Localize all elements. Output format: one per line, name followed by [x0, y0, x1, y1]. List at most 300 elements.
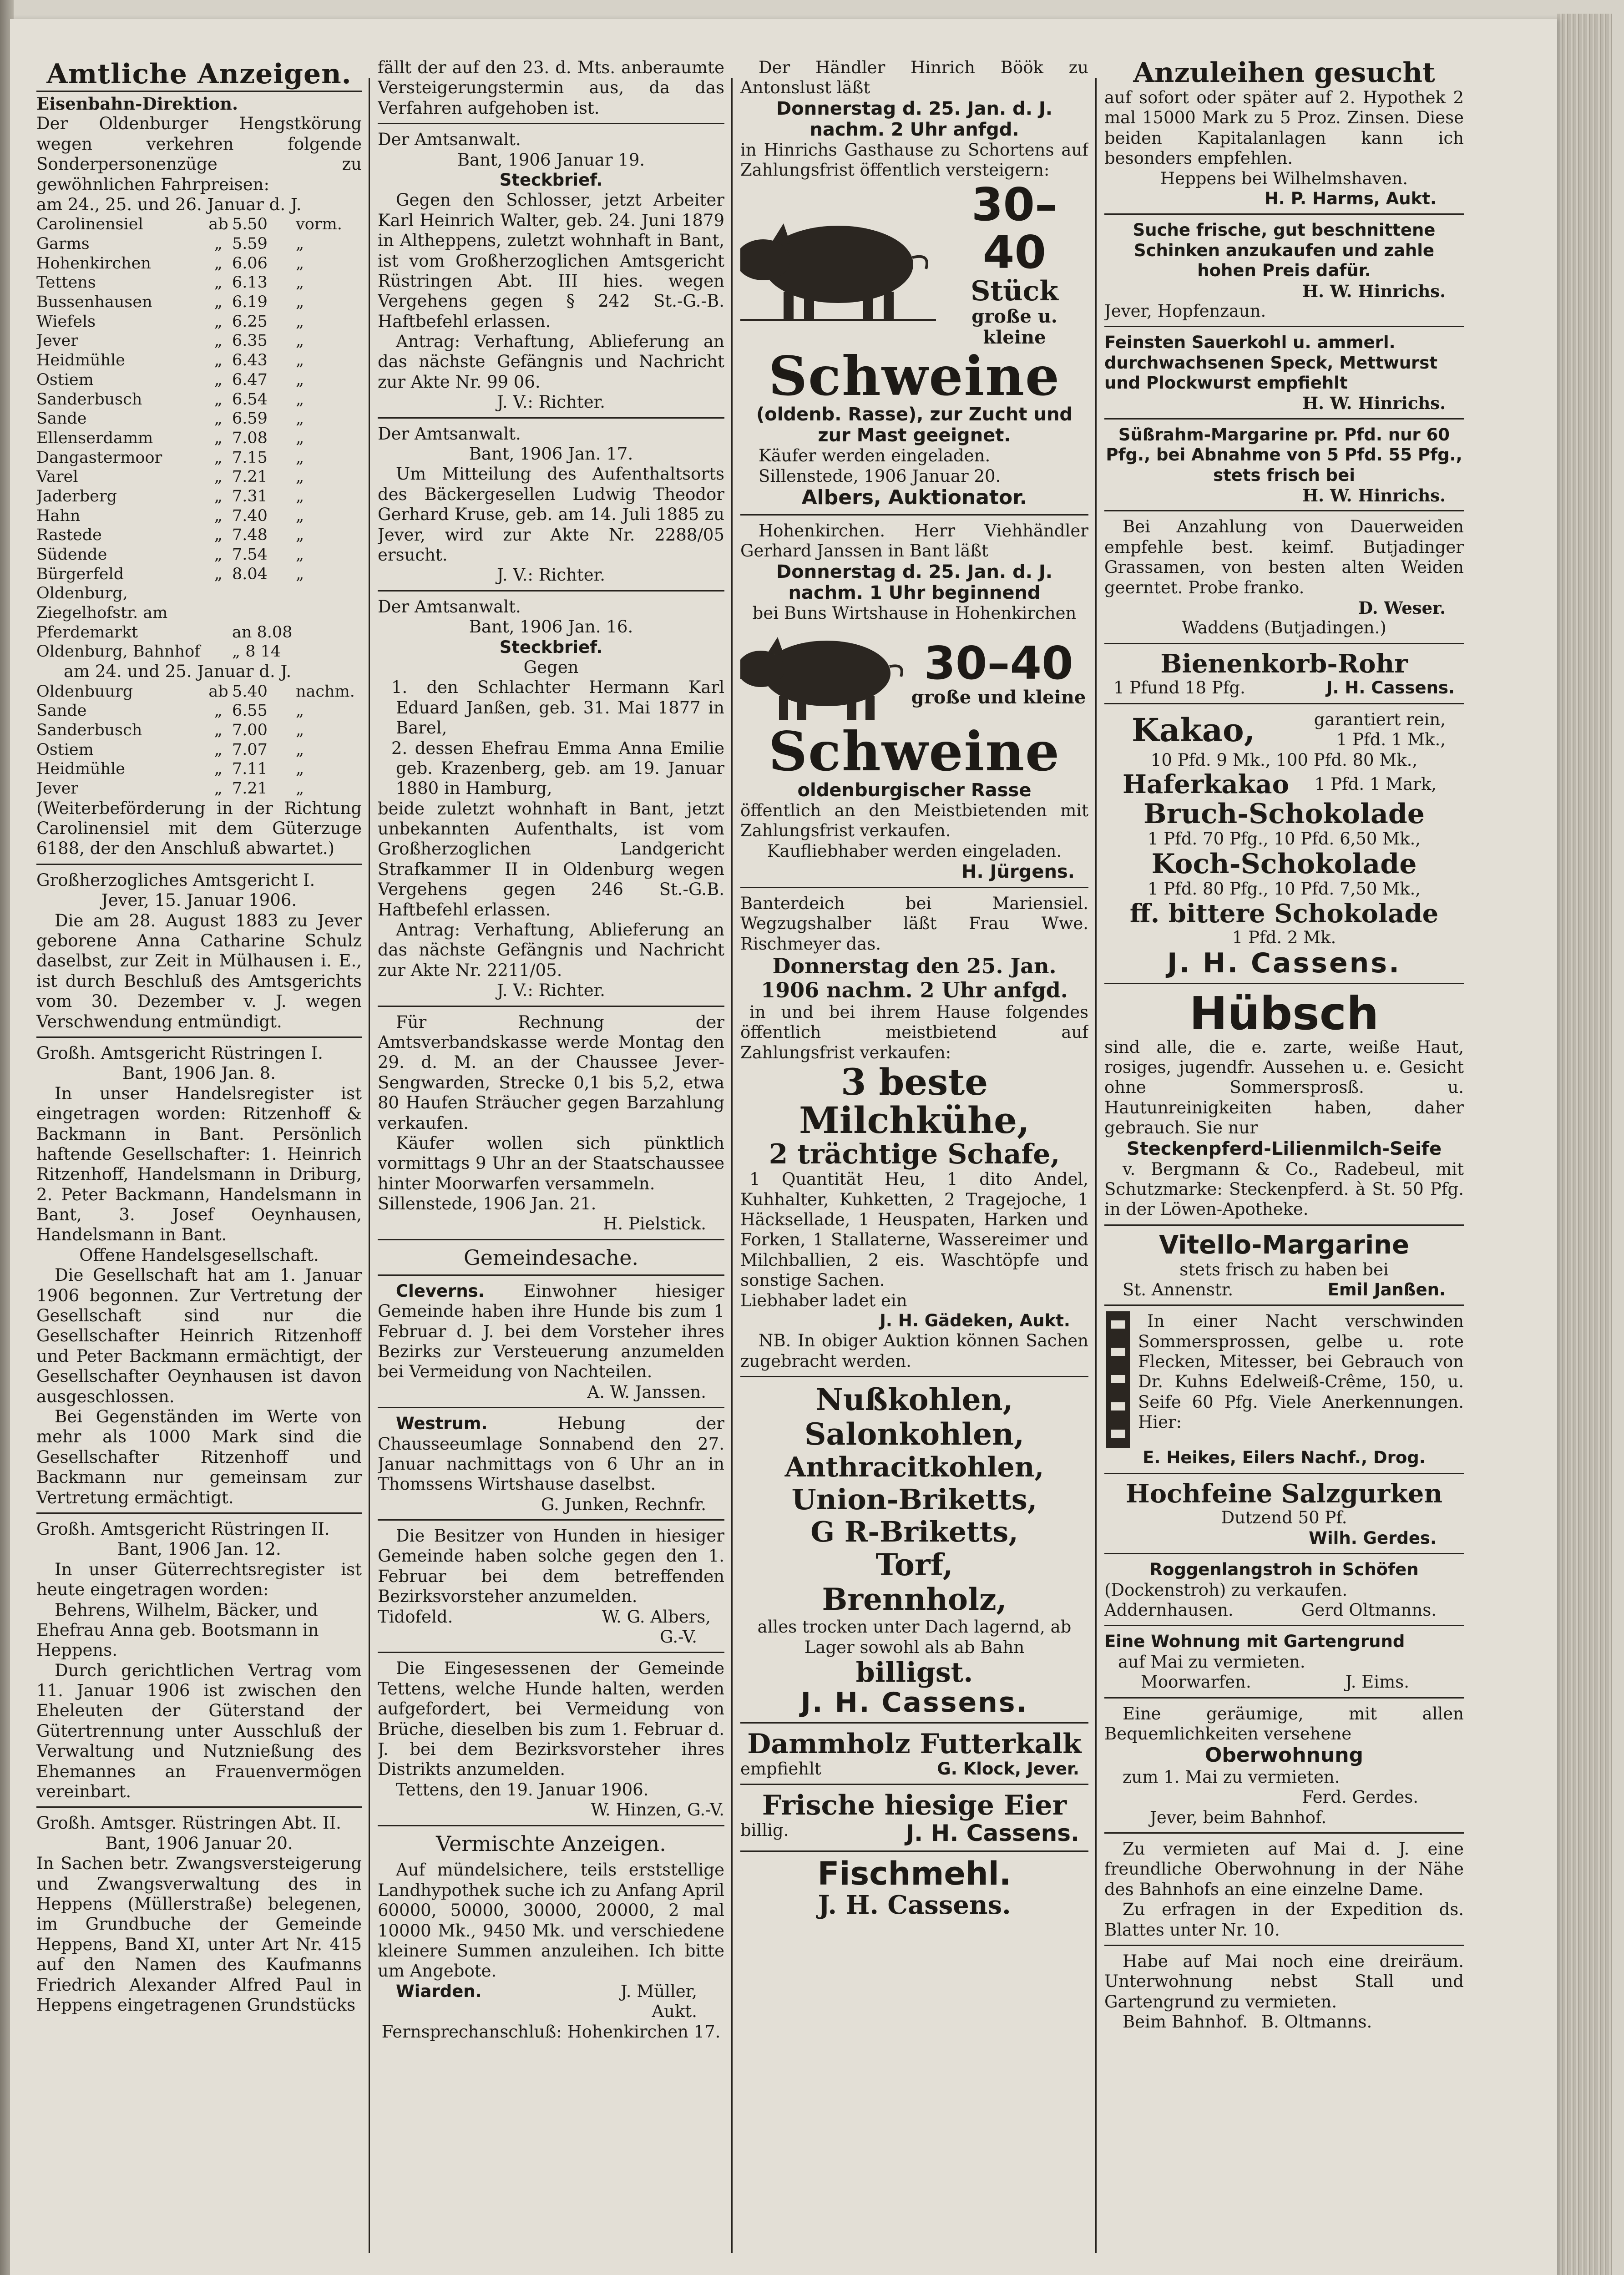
notice-signature: J. V.: Richter. — [496, 981, 606, 1001]
column-4 — [1104, 58, 1464, 2275]
ad-unit: Stück — [971, 275, 1058, 307]
ad-text: oldenburgischer Rasse — [797, 779, 1032, 801]
timetable-note: „ — [296, 332, 304, 350]
timetable-mark: „ — [214, 702, 223, 720]
timetable-station: Jaderberg — [36, 487, 117, 506]
ad-text: 1 Pfd. 1 Mark, — [1314, 774, 1437, 794]
ad-text: auf Mai zu vermieten. — [1118, 1652, 1305, 1672]
timetable-note: „ — [296, 526, 304, 545]
page-edge — [1557, 14, 1612, 2275]
ad-signature: Gerd Oltmanns. — [1301, 1600, 1437, 1620]
notice-heading: Großh. Amtsgericht Rüstringen II. — [36, 1519, 330, 1539]
timetable-mark: ab — [208, 682, 228, 701]
timetable-time: 6.06 — [232, 254, 268, 273]
ad-signature: H. W. Hinrichs. — [1302, 281, 1446, 301]
ad-headline: Schweine — [768, 344, 1061, 408]
ad-text: Bei Anzahlung von Dauerweiden empfehle best. keimf. Butjadinger Grassamen, von besten alten Weiden geerntet. Probe franko. — [1104, 517, 1464, 597]
notice-warrant-janssen — [378, 590, 724, 1006]
ad-text: v. Bergmann & Co., Radebeul, mit Schutzmarke: Steckenpferd. à St. 50 Pfg. in der Löwen-Apotheke. — [1104, 1159, 1464, 1219]
ad-text: NB. In obiger Auktion können Sachen zugebracht werden. — [740, 1331, 1088, 1371]
timetable-note: „ — [296, 351, 304, 370]
notice-text: Einwohner hiesiger Gemeinde haben ihre Hunde bis zum 1 Februar d. J. bei dem Vorsteher ihres Bezirks zur Versteuerung anzumelden bei Vermeidung von Nachteilen. — [378, 1281, 724, 1382]
section-title: Amtliche Anzeigen. — [46, 58, 352, 90]
ad-text: Zu vermieten auf Mai d. J. eine freundliche Oberwohnung in der Nähe des Bahnhofs an eine einzelne Dame. — [1104, 1839, 1464, 1899]
ad-signature: H. W. Hinrichs. — [1302, 393, 1446, 414]
ad-headline: ff. bittere Schokolade — [1129, 898, 1439, 929]
timetable-time: 8.04 — [232, 565, 268, 583]
ad-headline: Anthracitkohlen, — [784, 1451, 1044, 1483]
timetable — [36, 682, 362, 799]
timetable-station: Sanderbusch — [36, 721, 142, 739]
timetable-station: Bussenhausen — [36, 293, 152, 312]
ad-cow-auction — [740, 887, 1088, 1376]
ad-flat-garden — [1104, 1625, 1464, 1697]
timetable-note: „ — [296, 390, 304, 409]
timetable-note: „ — [296, 429, 304, 447]
notice-signature: G. Junken, Rechnfr. — [541, 1494, 706, 1514]
timetable-time: 7.21 — [232, 468, 268, 486]
ad-signature: G. Klock, Jever. — [937, 1759, 1079, 1779]
ad-signature: J. Eims. — [1345, 1672, 1409, 1692]
ad-headline: Roggenlangstroh in Schöfen — [1149, 1560, 1419, 1580]
schedule-date: am 24. und 25. Januar d. J. — [64, 662, 292, 682]
notice-brush-sale — [378, 1006, 724, 1239]
ad-text: Der Händler Hinrich Böök zu Antonslust läßt — [740, 58, 1088, 98]
notice-continued — [378, 58, 724, 123]
notice-date: Bant, 1906 Januar 20. — [105, 1833, 293, 1853]
section-heading-vermischte — [378, 1825, 724, 1860]
notice-text: Durch gerichtlichen Vertrag vom 11. Januar 1906 ist zwischen den Eheleuten der Güterstand der Gütertrennung unter Ausschluß der Verwaltung und Nutznießung des Ehemannes an Frauenvermögen vereinbart. — [36, 1660, 362, 1802]
notice-signature: H. Pielstick. — [603, 1214, 706, 1234]
notice-place: Wiarden. — [396, 1981, 482, 2001]
timetable-time: 5.59 — [232, 235, 268, 253]
ad-headline: Torf, — [875, 1547, 953, 1583]
timetable-mark: „ — [214, 390, 223, 409]
ad-lower-flat — [1104, 1945, 1464, 2037]
timetable-time: 6.55 — [232, 702, 268, 720]
ad-headline: Nußkohlen, — [815, 1382, 1013, 1418]
notice-text: Um Mitteilung des Aufenthaltsorts des Bäckergesellen Ludwig Theodor Gerhard Kruse, geb. am 14. Juli 1885 zu Jever, wird zur Akte Nr. 2288/05 ersucht. — [378, 464, 724, 565]
ad-headline: Haferkakao — [1123, 769, 1289, 800]
ad-text: stets frisch zu haben bei — [1179, 1259, 1389, 1279]
ad-signature: Ferd. Gerdes. — [1302, 1787, 1418, 1807]
ad-pig-row — [740, 623, 1088, 723]
timetable-station: Oldenbuurg — [36, 682, 133, 701]
timetable — [36, 215, 362, 584]
notice-date: Bant, 1906 Jan. 17. — [469, 444, 633, 464]
timetable-mark: „ — [214, 410, 223, 428]
timetable-station: Heidmühle — [36, 760, 126, 779]
ad-pig-auction-1 — [740, 58, 1088, 514]
timetable-mark: „ — [214, 429, 223, 447]
timetable-station: Jever — [36, 332, 78, 350]
ad-brand: Steckenpferd-Lilienmilch-Seife — [1126, 1138, 1442, 1159]
ad-text: sind alle, die e. zarte, weiße Haut, rosiges, jugendfr. Aussehen u. e. Gesicht ohne Sommersprosß. u. Hautunreinigkeiten haben, daher gebrauch. Sie nur — [1104, 1037, 1464, 1138]
timetable-mark: „ — [214, 312, 223, 331]
timetable-time: 7.31 — [232, 487, 268, 506]
notice-signature: J. Müller, — [620, 1981, 697, 2001]
notice-text: Für Rechnung der Amtsverbandskasse werde Montag den 29. d. M. an der Chaussee Jever-Sengwarden, Strecke 0,1 bis 5,2, etwa 80 Haufen Sträucher gegen Barzahlung verkaufen. — [378, 1012, 724, 1133]
timetable-station: Dangastermoor — [36, 448, 162, 467]
notice-court-ruestringen-1 — [36, 1036, 362, 1512]
ad-text: öffentlich an den Meistbietenden mit Zahlungsfrist verkaufen. — [740, 800, 1088, 841]
ad-text: auf sofort oder später auf 2. Hypothek 2 mal 15000 Mark zu 5 Proz. Zinsen. Diese beiden Kapitalanlagen kann ich besonders empfehlen. — [1104, 88, 1464, 168]
notice-text: Die Eingesessenen der Gemeinde Tettens, welche Hunde halten, werden aufgefordert, bei Vermeidung von Brüche, dieselben bis zum 1. Februar d. J. bei dem Bezirksvorsteher ihres Distrikts anzumelden. — [378, 1658, 724, 1780]
timetable-time: 5.40 — [232, 682, 268, 701]
ad-text: billig. — [740, 1820, 789, 1840]
ad-headline: Oberwohnung — [1204, 1744, 1364, 1767]
station-name: Oldenburg, Bahnhof — [36, 642, 201, 661]
ad-headline: Eine Wohnung mit Gartengrund — [1104, 1632, 1405, 1652]
notice-text: Behrens, Wilhelm, Bäcker, und Ehefrau Anna geb. Bootsmann in Heppens. — [36, 1600, 319, 1660]
timetable-time: 7.00 — [232, 721, 268, 739]
notice-date: Bant, 1906 Jan. 16. — [469, 617, 633, 637]
ad-date: Donnerstag d. 25. Jan. d. J. nachm. 1 Uhr beginnend — [776, 561, 1052, 603]
notice-railway — [36, 91, 362, 864]
ad-place: Beim Bahnhof. — [1123, 2012, 1248, 2032]
ad-text: alles trocken unter Dach lagernd, ab Lager sowohl als ab Bahn — [757, 1617, 1072, 1657]
ad-soap — [1104, 983, 1464, 1224]
timetable-station: Carolinensiel — [36, 215, 143, 234]
ad-text: Dutzend 50 Pf. — [1221, 1508, 1347, 1528]
timetable-time: 5.50 — [232, 215, 268, 234]
timetable-mark: „ — [214, 351, 223, 370]
timetable-note: „ — [296, 487, 304, 506]
ad-text: bei Buns Wirtshause in Hohenkirchen — [752, 603, 1077, 623]
notice-signature: W. Hinzen, G.-V. — [591, 1800, 724, 1820]
ad-ham-wanted — [1104, 213, 1464, 326]
timetable-station: Bürgerfeld — [36, 565, 124, 583]
notice-text: Antrag: Verhaftung, Ablieferung an das nächste Gefängnis und Nachricht zur Akte Nr. 99 06. — [378, 332, 724, 392]
notice-warrant-walter — [378, 123, 724, 417]
ad-place: Jever, beim Bahnhof. — [1150, 1807, 1327, 1827]
timetable-time: 7.15 — [232, 448, 268, 467]
notice-text: Käufer wollen sich pünktlich vormittags 9 Uhr an der Staatschaussee hinter Moorwarfen versammeln. — [378, 1133, 724, 1193]
ad-signature: H. P. Harms, Aukt. — [1264, 188, 1437, 208]
notice-text: 1. den Schlachter Hermann Karl Eduard Janßen, geb. 31. Mai 1877 in Barel, — [391, 677, 724, 738]
ad-text: Suche frische, gut beschnittene Schinken anzukaufen und zahle hohen Preis dafür. — [1133, 220, 1436, 281]
ad-headline: Anzuleihen gesucht — [1133, 58, 1435, 89]
notice-heading: Eisenbahn-Direktion. — [36, 94, 238, 114]
ad-text: 1 Pfd. 70 Pfg., 10 Pfd. 6,50 Mk., — [1147, 829, 1421, 849]
section-title: Gemeindesache. — [463, 1245, 639, 1270]
column-1 — [36, 58, 362, 2275]
notice-heading: Der Amtsanwalt. — [378, 597, 521, 617]
ad-straw — [1104, 1553, 1464, 1625]
ad-signature: J. H. Cassens. — [1167, 947, 1401, 979]
column-rule — [731, 78, 733, 2253]
timetable-note: „ — [296, 468, 304, 486]
ad-fishmeal — [740, 1850, 1088, 1924]
ad-size: große und kleine — [911, 686, 1086, 708]
ad-text: Kaufliebhaber werden eingeladen. — [767, 841, 1062, 861]
notice-text: Die am 28. August 1883 zu Jever geborene Anna Catharine Schulz daselbst, zur Zeit in Mülhausen i. E., ist durch Beschluß des Amtsgerichts vom 30. Dezember v. J. wegen Verschwendung entmündigt. — [36, 910, 362, 1031]
station-name: Oldenburg, Ziegelhofstr. am Pferdemarkt — [36, 584, 168, 642]
ad-signature: H. Jürgens. — [961, 861, 1075, 883]
ad-text: 1 Quantität Heu, 1 dito Andel, Kuhhalter, Kuhketten, 2 Tragejoche, 1 Häcksellade, 1 Heuspaten, Harken und Forken, 1 Stallaterne, Wassereimer und Milchballien, 2 eis. Waschtöpfe und sonstige Sachen. — [740, 1169, 1088, 1290]
ad-loan-wanted — [1104, 58, 1464, 213]
ad-text: empfiehlt — [740, 1759, 821, 1779]
notice-phone: Fernsprechanschluß: Hohenkirchen 17. — [381, 2022, 721, 2042]
notice-date: Bant, 1906 Jan. 8. — [122, 1063, 276, 1083]
timetable-station: Rastede — [36, 526, 102, 545]
ad-text: (Dockenstroh) zu verkaufen. — [1104, 1580, 1348, 1600]
arrival-time: an 8.08 — [232, 623, 293, 642]
timetable-note: „ — [296, 565, 304, 583]
ad-cocoa — [1104, 703, 1464, 983]
notice-footnote: (Weiterbeförderung in der Richtung Carolinensiel mit dem Güterzuge 6188, der den Anschluß abwartet.) — [36, 798, 362, 859]
ad-place: Addernhausen. — [1104, 1600, 1234, 1620]
timetable-mark: „ — [214, 721, 223, 739]
ad-text: Käufer werden eingeladen. — [759, 446, 991, 466]
timetable-station: Hohenkirchen — [36, 254, 151, 273]
ad-signature: J. H. Cassens. — [800, 1687, 1028, 1719]
timetable-station: Ostiem — [36, 740, 94, 759]
arrival-time: „ 8 14 — [232, 642, 281, 661]
ad-place: Moorwarfen. — [1141, 1672, 1251, 1692]
timetable-station: Wiefels — [36, 312, 96, 331]
timetable-note: „ — [296, 721, 304, 739]
notice-signature: J. V.: Richter. — [496, 565, 606, 585]
timetable-mark: „ — [214, 506, 223, 525]
timetable-note: „ — [296, 410, 304, 428]
timetable-mark: „ — [214, 254, 223, 273]
timetable-arrival — [36, 584, 362, 662]
notice-date: Bant, 1906 Januar 19. — [457, 150, 645, 170]
notice-text: Auf mündelsichere, teils erststellige Landhypothek suche ich zu Anfang April 60000, 50000, 30000, 20000, 2 mal 10000 Mk., 9450 Mk. und verschiedene kleinere Summen anzuleihen. Ich bitte um Angebote. — [378, 1860, 724, 1981]
timetable-note: „ — [296, 546, 304, 564]
timetable-time: 6.25 — [232, 312, 268, 331]
ad-place: Jever, Hopfenzaun. — [1104, 301, 1266, 321]
notice-heading: Großherzogliches Amtsgericht I. — [36, 870, 315, 890]
ad-text: 10 Pfd. 9 Mk., 100 Pfd. 80 Mk., — [1150, 750, 1418, 770]
ad-signature: Wilh. Gerdes. — [1309, 1528, 1437, 1548]
timetable-station: Heidmühle — [36, 351, 126, 370]
ad-headline: G R-Briketts, — [810, 1515, 1018, 1549]
ad-text: 1 Pfund 18 Pfg. — [1113, 678, 1245, 698]
notice-text — [378, 1414, 724, 1495]
timetable-mark: „ — [214, 760, 223, 779]
notice-cleverns — [378, 1274, 724, 1407]
pig-illustration — [740, 623, 904, 723]
timetable-note: „ — [296, 740, 304, 759]
timetable-time: 6.47 — [232, 370, 268, 389]
notice-court-ruestringen-2 — [36, 1512, 362, 1806]
notice-signature: A. W. Janssen. — [587, 1382, 706, 1402]
ad-text: Hohenkirchen. Herr Viehhändler Gerhard Janssen in Bant läßt — [740, 521, 1088, 561]
ad-headline: Fischmehl. — [817, 1855, 1012, 1893]
ad-headline: Bruch-Schokolade — [1143, 798, 1425, 830]
notice-text: In Sachen betr. Zwangsversteigerung und Zwangsverwaltung des in Heppens (Müllerstraße) belegenen, im Grundbuche der Gemeinde Heppens, Band XI, unter Art Nr. 415 auf den Namen des Kaufmanns Friedrich Alexander Alfred Paul in Heppens eingetragenen Grundstücks — [36, 1854, 362, 2015]
notice-court-jever — [36, 864, 362, 1036]
notice-dogs-tidofeld — [378, 1519, 724, 1652]
ad-text: 1 Pfd. 1 Mk., — [1336, 730, 1446, 750]
notice-westrum — [378, 1407, 724, 1519]
timetable-mark: „ — [214, 487, 223, 506]
ad-text: Eine geräumige, mit allen Bequemlichkeiten versehene — [1104, 1704, 1464, 1744]
timetable-note: „ — [296, 370, 304, 389]
ad-eggs — [740, 1784, 1088, 1850]
ad-date: Sillenstede, 1906 Januar 20. — [759, 466, 1001, 486]
ad-date: Donnerstag d. 25. Jan. d. J. nachm. 2 Uhr anfgd. — [776, 98, 1052, 140]
notice-court-ruestringen-3 — [36, 1806, 362, 2020]
ad-upper-flat — [1104, 1697, 1464, 1833]
notice-text: Die Besitzer von Hunden in hiesiger Gemeinde haben solche gegen den 1. Februar bei dem betreffenden Bezirksvorsteher anzumelden. — [378, 1526, 724, 1607]
notice-text: In unser Handelsregister ist eingetragen worden: Ritzenhoff & Backmann in Bant. Persönlich haftende Gesellschafter: 1. Heinrich Ritzenhoff, Handelsmann in Driburg, 2. Peter Backmann, Handelsmann in Bant, 3. Josef Oeynhausen, Handelsmann in Bant. — [36, 1083, 362, 1245]
notice-signature: W. G. Albers, — [602, 1607, 711, 1627]
timetable-station: Tettens — [36, 273, 96, 292]
timetable-station: Jever — [36, 779, 78, 798]
timetable-note: „ — [296, 448, 304, 467]
timetable-note: nachm. — [296, 682, 355, 701]
pointing-hand-icon — [1104, 1311, 1132, 1448]
timetable-note: „ — [296, 312, 304, 331]
ad-grass-seed — [1104, 510, 1464, 642]
ad-signature: E. Heikes, Eilers Nachf., Drog. — [1143, 1448, 1426, 1468]
timetable-mark: „ — [214, 740, 223, 759]
notice-title: Steckbrief. — [499, 637, 603, 657]
timetable-mark: „ — [214, 546, 223, 564]
ad-signature: Albers, Auktionator. — [801, 486, 1027, 510]
ad-edelweiss — [1104, 1304, 1464, 1472]
ad-text: Liebhaber ladet ein — [740, 1290, 907, 1310]
notice-heading: Der Amtsanwalt. — [378, 130, 521, 150]
ad-headline: Bienenkorb-Rohr — [1160, 648, 1408, 679]
ad-text: In einer Nacht verschwinden Sommersprossen, gelbe u. rote Flecken, Mitesser, bei Gebrauch von Dr. Kuhns Edelweiß-Crême, 150, u. Seife 60 Pfg. Viele Anerkennungen. Hier: — [1138, 1311, 1464, 1432]
ad-text: Zu erfragen in der Expedition ds. Blattes unter Nr. 10. — [1104, 1900, 1464, 1940]
notice-lead: Westrum. — [396, 1414, 488, 1434]
notice-text: Hebung der Chausseeumlage Sonnabend den 27. Januar nachmittags von 6 Uhr an in Thomssens Wirtshause daselbst. — [378, 1414, 724, 1494]
timetable-station: Ostiem — [36, 370, 94, 389]
timetable-time: 7.40 — [232, 506, 268, 525]
timetable-note: „ — [296, 293, 304, 312]
timetable-time: 6.13 — [232, 273, 268, 292]
ad-signature: Emil Janßen. — [1327, 1279, 1446, 1299]
timetable-note: „ — [296, 702, 304, 720]
timetable-mark: „ — [214, 293, 223, 312]
notice-dogs-tettens — [378, 1652, 724, 1825]
ad-date: Donnerstag den 25. Jan. 1906 nachm. 2 Uhr anfgd. — [761, 954, 1068, 1003]
timetable-note: „ — [296, 506, 304, 525]
ad-pig-row — [740, 177, 1088, 348]
column-3 — [740, 58, 1088, 2275]
notice-text: beide zuletzt wohnhaft in Bant, jetzt unbekannten Aufenthalts, ist vom Großherzoglichen Landgericht Strafkammer II in Oldenburg wegen Vergehens gegen 246 St.-G.B. Haftbefehl erlassen. — [378, 799, 724, 920]
ad-price: billigst. — [855, 1657, 973, 1689]
timetable-time: 6.35 — [232, 332, 268, 350]
timetable-note: „ — [296, 254, 304, 273]
column-2 — [378, 58, 724, 2275]
ad-text: Habe auf Mai noch eine dreiräum. Unterwohnung nebst Stall und Gartengrund zu vermieten. — [1104, 1951, 1464, 2012]
ad-headline: Hochfeine Salzgurken — [1125, 1478, 1443, 1509]
ad-sauerkraut — [1104, 326, 1464, 418]
timetable-note: „ — [296, 273, 304, 292]
notice-mortgage — [378, 1860, 724, 2047]
notice-signature: G.-V. — [660, 1627, 697, 1647]
ad-signature: J. H. Cassens. — [818, 1890, 1011, 1920]
timetable-mark: „ — [214, 448, 223, 467]
ad-headline: 3 beste Milchkühe, — [799, 1061, 1030, 1142]
timetable-time: 6.43 — [232, 351, 268, 370]
ad-text: 1 Pfd. 2 Mk. — [1232, 928, 1336, 948]
ad-futterkalk — [740, 1722, 1088, 1784]
ad-text: in und bei ihrem Hause folgendes öffentlich meistbietend auf Zahlungsfrist verkaufen: — [740, 1002, 1088, 1062]
notice-text: In unser Güterrechtsregister ist heute eingetragen worden: — [36, 1559, 362, 1600]
ad-headline: Frische hiesige Eier — [762, 1790, 1067, 1822]
timetable-time: 6.19 — [232, 293, 268, 312]
ad-text: in Hinrichs Gasthause zu Schortens auf Zahlungsfrist öffentlich versteigern: — [740, 140, 1088, 180]
timetable-station: Sande — [36, 702, 87, 720]
ad-headline: Salonkohlen, — [804, 1416, 1025, 1452]
notice-text: Offene Handelsgesellschaft. — [79, 1245, 319, 1265]
pig-illustration — [740, 205, 936, 324]
ad-signature: J. H. Cassens. — [906, 1820, 1079, 1847]
timetable-station: Hahn — [36, 506, 81, 525]
ad-text: Feinsten Sauerkohl u. ammerl. durchwachsenen Speck, Mettwurst und Plockwurst empfiehlt — [1104, 333, 1438, 393]
ad-text: 1 Pfd. 80 Pfg., 10 Pfd. 7,50 Mk., — [1147, 879, 1421, 899]
timetable-mark: „ — [214, 235, 223, 253]
ad-headline: 2 trächtige Schafe, — [769, 1138, 1060, 1171]
ad-headline: Schweine — [768, 720, 1061, 783]
timetable-note: vorm. — [296, 215, 342, 234]
timetable-time: 7.08 — [232, 429, 268, 447]
ad-upper-flat-2 — [1104, 1832, 1464, 1945]
timetable-time: 6.59 — [232, 410, 268, 428]
notice-place: Tidofeld. — [378, 1607, 453, 1627]
notice-text: Antrag: Verhaftung, Ablieferung an das nächste Gefängnis und Nachricht zur Akte Nr. 2211/05. — [378, 920, 724, 980]
timetable-station: Ellenserdamm — [36, 429, 153, 447]
timetable-station: Südende — [36, 546, 107, 564]
ad-place: St. Annenstr. — [1123, 1279, 1234, 1299]
ad-signature: J. H. Cassens. — [1326, 678, 1455, 698]
notice-date: Tettens, den 19. Januar 1906. — [396, 1780, 649, 1800]
timetable-note: „ — [296, 779, 304, 798]
timetable-note: „ — [296, 235, 304, 253]
notice-heading: Großh. Amtsger. Rüstringen Abt. II. — [36, 1813, 341, 1833]
notice-date: Jever, 15. Januar 1906. — [101, 890, 297, 910]
notice-date: Bant, 1906 Jan. 12. — [117, 1539, 281, 1559]
timetable-mark: „ — [214, 779, 223, 798]
section-title: Vermischte Anzeigen. — [436, 1831, 666, 1856]
notice-search-kruse — [378, 417, 724, 590]
ad-headline: Union-Briketts, — [791, 1482, 1037, 1516]
timetable-mark: „ — [214, 468, 223, 486]
ad-text: (oldenb. Rasse), zur Zucht und zur Mast geeignet. — [756, 404, 1073, 446]
newspaper-page — [10, 19, 1557, 2275]
timetable-time: 7.21 — [232, 779, 268, 798]
timetable-mark: ab — [208, 215, 228, 234]
notice-text: Gegen — [523, 657, 579, 677]
timetable-station: Varel — [36, 468, 78, 486]
ad-place: Heppens bei Wilhelmshaven. — [1160, 168, 1408, 188]
timetable-mark: „ — [214, 565, 223, 583]
section-heading-gemeinde — [378, 1239, 724, 1274]
ad-cane — [1104, 643, 1464, 703]
timetable-time: 6.54 — [232, 390, 268, 409]
ad-headline: Hübsch — [1189, 986, 1379, 1040]
timetable-station: Garms — [36, 235, 90, 253]
timetable-mark: „ — [214, 332, 223, 350]
timetable-note: „ — [296, 760, 304, 779]
timetable-time: 7.48 — [232, 526, 268, 545]
ad-headline: Brennholz, — [822, 1582, 1007, 1618]
column-rule — [1095, 78, 1097, 2253]
ad-text: zum 1. Mai zu vermieten. — [1123, 1767, 1340, 1787]
notice-text — [378, 1281, 724, 1382]
ad-signature: J. H. Gädeken, Aukt. — [880, 1310, 1070, 1330]
timetable-mark: „ — [214, 273, 223, 292]
notice-text: Die Gesellschaft hat am 1. Januar 1906 begonnen. Zur Vertretung der Gesellschaft sind nur die Gesellschafter Heinrich Ritzenhoff und Peter Backmann ermächtigt, der Gesellschafter Oeynhausen ist davon ausgeschlossen. — [36, 1265, 362, 1406]
notice-text: fällt der auf den 23. d. Mts. anberaumte Versteigerungstermin aus, da das Verfahren aufgehoben ist. — [378, 58, 724, 118]
